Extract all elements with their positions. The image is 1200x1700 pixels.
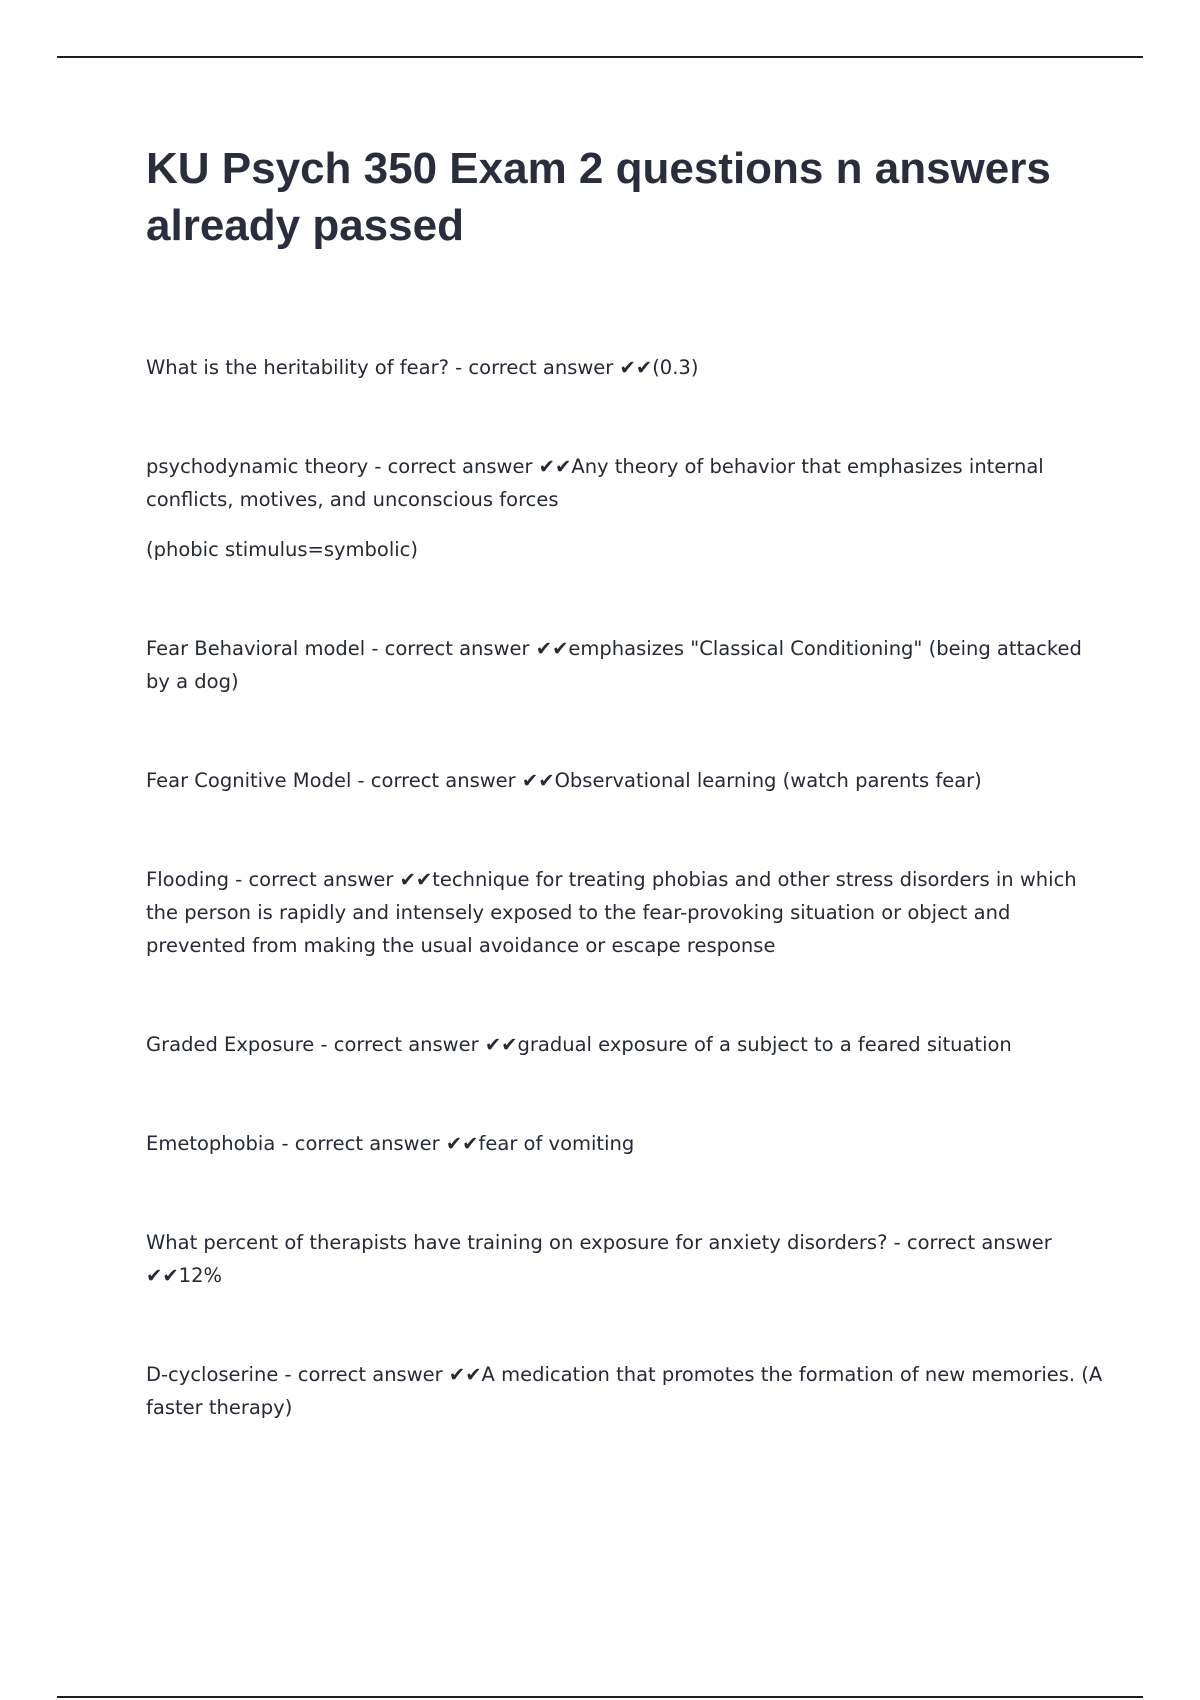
qa-item bbox=[146, 1127, 1106, 1160]
qa-item bbox=[146, 450, 1106, 566]
qa-text: D-cycloserine - correct answer ✔✔A medication that promotes the formation of new memories. (A faster therapy) bbox=[146, 1363, 1103, 1419]
qa-text: psychodynamic theory - correct answer ✔✔Any theory of behavior that emphasizes internal conflicts, motives, and unconscious forces bbox=[146, 455, 1044, 511]
header-rule bbox=[57, 56, 1143, 58]
qa-text: Graded Exposure - correct answer ✔✔gradual exposure of a subject to a feared situation bbox=[146, 1033, 1012, 1056]
qa-text: What is the heritability of fear? - correct answer ✔✔(0.3) bbox=[146, 356, 699, 379]
qa-note: (phobic stimulus=symbolic) bbox=[146, 538, 419, 561]
qa-text: Flooding - correct answer ✔✔technique for treating phobias and other stress disorders in which the person is rapidly and intensely exposed to the fear-provoking situation or object and prevented from making the usual avoidance or escape response bbox=[146, 868, 1077, 957]
qa-list bbox=[146, 351, 1106, 1424]
qa-item bbox=[146, 764, 1106, 797]
qa-text: Fear Behavioral model - correct answer ✔✔emphasizes "Classical Conditioning" (being attacked by a dog) bbox=[146, 637, 1082, 693]
footer-rule bbox=[57, 1696, 1143, 1698]
document-body bbox=[146, 140, 1106, 1490]
qa-text: What percent of therapists have training on exposure for anxiety disorders? - correct answer ✔✔12% bbox=[146, 1231, 1052, 1287]
qa-item bbox=[146, 863, 1106, 962]
qa-item bbox=[146, 1226, 1106, 1292]
qa-item bbox=[146, 351, 1106, 384]
qa-text: Emetophobia - correct answer ✔✔fear of vomiting bbox=[146, 1132, 635, 1155]
qa-item bbox=[146, 632, 1106, 698]
qa-text: Fear Cognitive Model - correct answer ✔✔Observational learning (watch parents fear) bbox=[146, 769, 982, 792]
qa-item bbox=[146, 1028, 1106, 1061]
qa-item bbox=[146, 1358, 1106, 1424]
document-title: KU Psych 350 Exam 2 questions n answers already passed bbox=[146, 144, 1051, 250]
